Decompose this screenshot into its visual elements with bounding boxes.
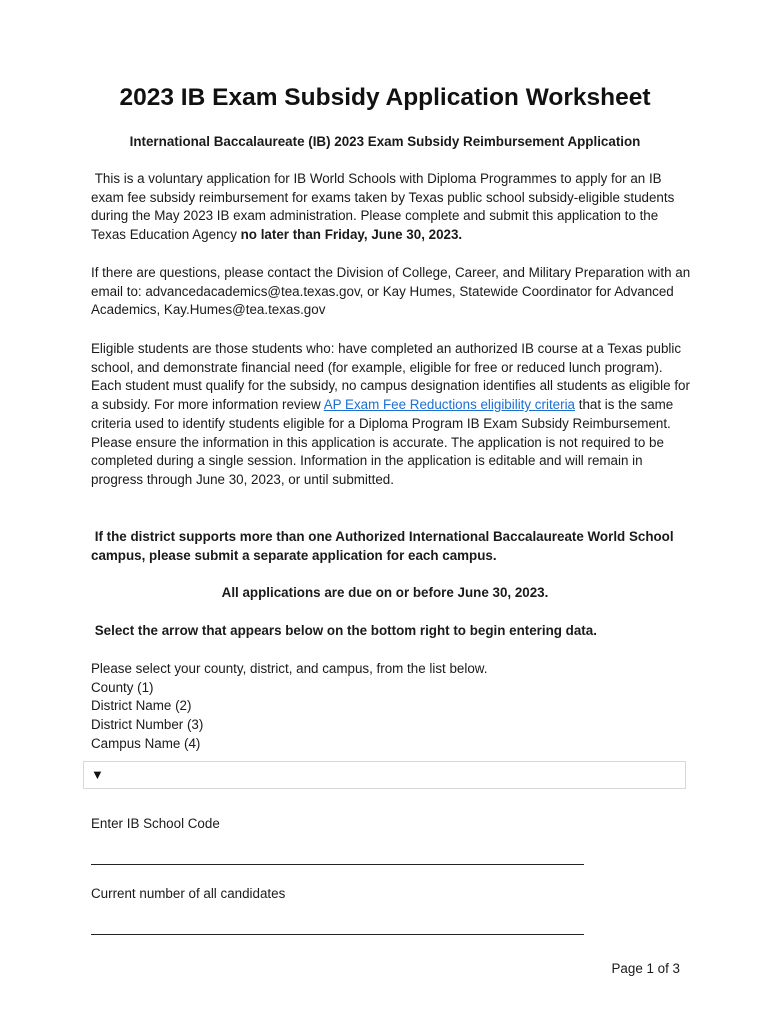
page-subtitle: International Baccalaureate (IB) 2023 Exam Subsidy Reimbursement Application [129, 134, 641, 149]
select-item-district-name: District Name (2) [91, 698, 192, 714]
arrow-note [91, 622, 691, 641]
candidates-count-input-line[interactable] [91, 934, 584, 935]
intro-deadline: no later than Friday, June 30, 2023. [240, 227, 463, 243]
intro-text: This is a voluntary application for IB World Schools with Diploma Programmes to apply for an IB exam fee subsidy reimbursement for exams taken by Texas public school subsidy-eligible students during the May 2023 IB exam administration. Please complete and submit this application to the Texas Education Agency [91, 171, 675, 243]
eligibility-paragraph [91, 340, 691, 490]
campus-select-dropdown[interactable] [83, 761, 686, 789]
arrow-note-text: Select the arrow that appears below on the bottom right to begin entering data. [94, 623, 597, 638]
page-number: Page 1 of 3 [611, 961, 680, 976]
intro-paragraph [91, 170, 691, 245]
select-item-district-number: District Number (3) [91, 717, 204, 733]
select-prompt-intro: Please select your county, district, and campus, from the list below. [91, 661, 488, 676]
dropdown-arrow-icon[interactable]: ▼ [91, 767, 104, 782]
eligibility-text-before: Eligible students are those students who: have completed an authorized IB course at a Texas public school, and demonstrate financial need (for example, eligible for free or reduced lunch program). Each student must qualify for the subsidy, no campus designation identifies all students as eligible for a subsidy. For more information review [91, 341, 690, 413]
page-title: 2023 IB Exam Subsidy Application Worksheet [119, 84, 651, 111]
multi-campus-note [91, 528, 691, 565]
multi-campus-text: If the district supports more than one Authorized International Baccalaureate World School campus, please submit a separate application for each campus. [91, 529, 674, 563]
due-note: All applications are due on or before June 30, 2023. [221, 585, 549, 600]
select-prompt [91, 660, 691, 754]
select-item-campus-name: Campus Name (4) [91, 735, 201, 751]
contact-paragraph: If there are questions, please contact the Division of College, Career, and Military Preparation with an email to: advancedacademics@tea.texas.gov, or Kay Humes, Statewide Coordinator for Advanced Academics, Kay.Humes@tea.texas.gov [91, 265, 691, 318]
ib-school-code-label: Enter IB School Code [91, 816, 220, 831]
eligibility-text-after: that is the same criteria used to identify students eligible for a Diploma Program IB Exam Subsidy Reimbursement. Please ensure the information in this application is accurate. The application is not required to be completed during a single session. Information in the application is editable and will remain in progress through June 30, 2023, or until submitted. [91, 397, 674, 487]
select-item-county: County (1) [91, 679, 154, 695]
ap-exam-fee-link[interactable]: AP Exam Fee Reductions eligibility criteria [323, 397, 575, 413]
ib-school-code-input-line[interactable] [91, 864, 584, 865]
candidates-count-label: Current number of all candidates [91, 886, 286, 901]
